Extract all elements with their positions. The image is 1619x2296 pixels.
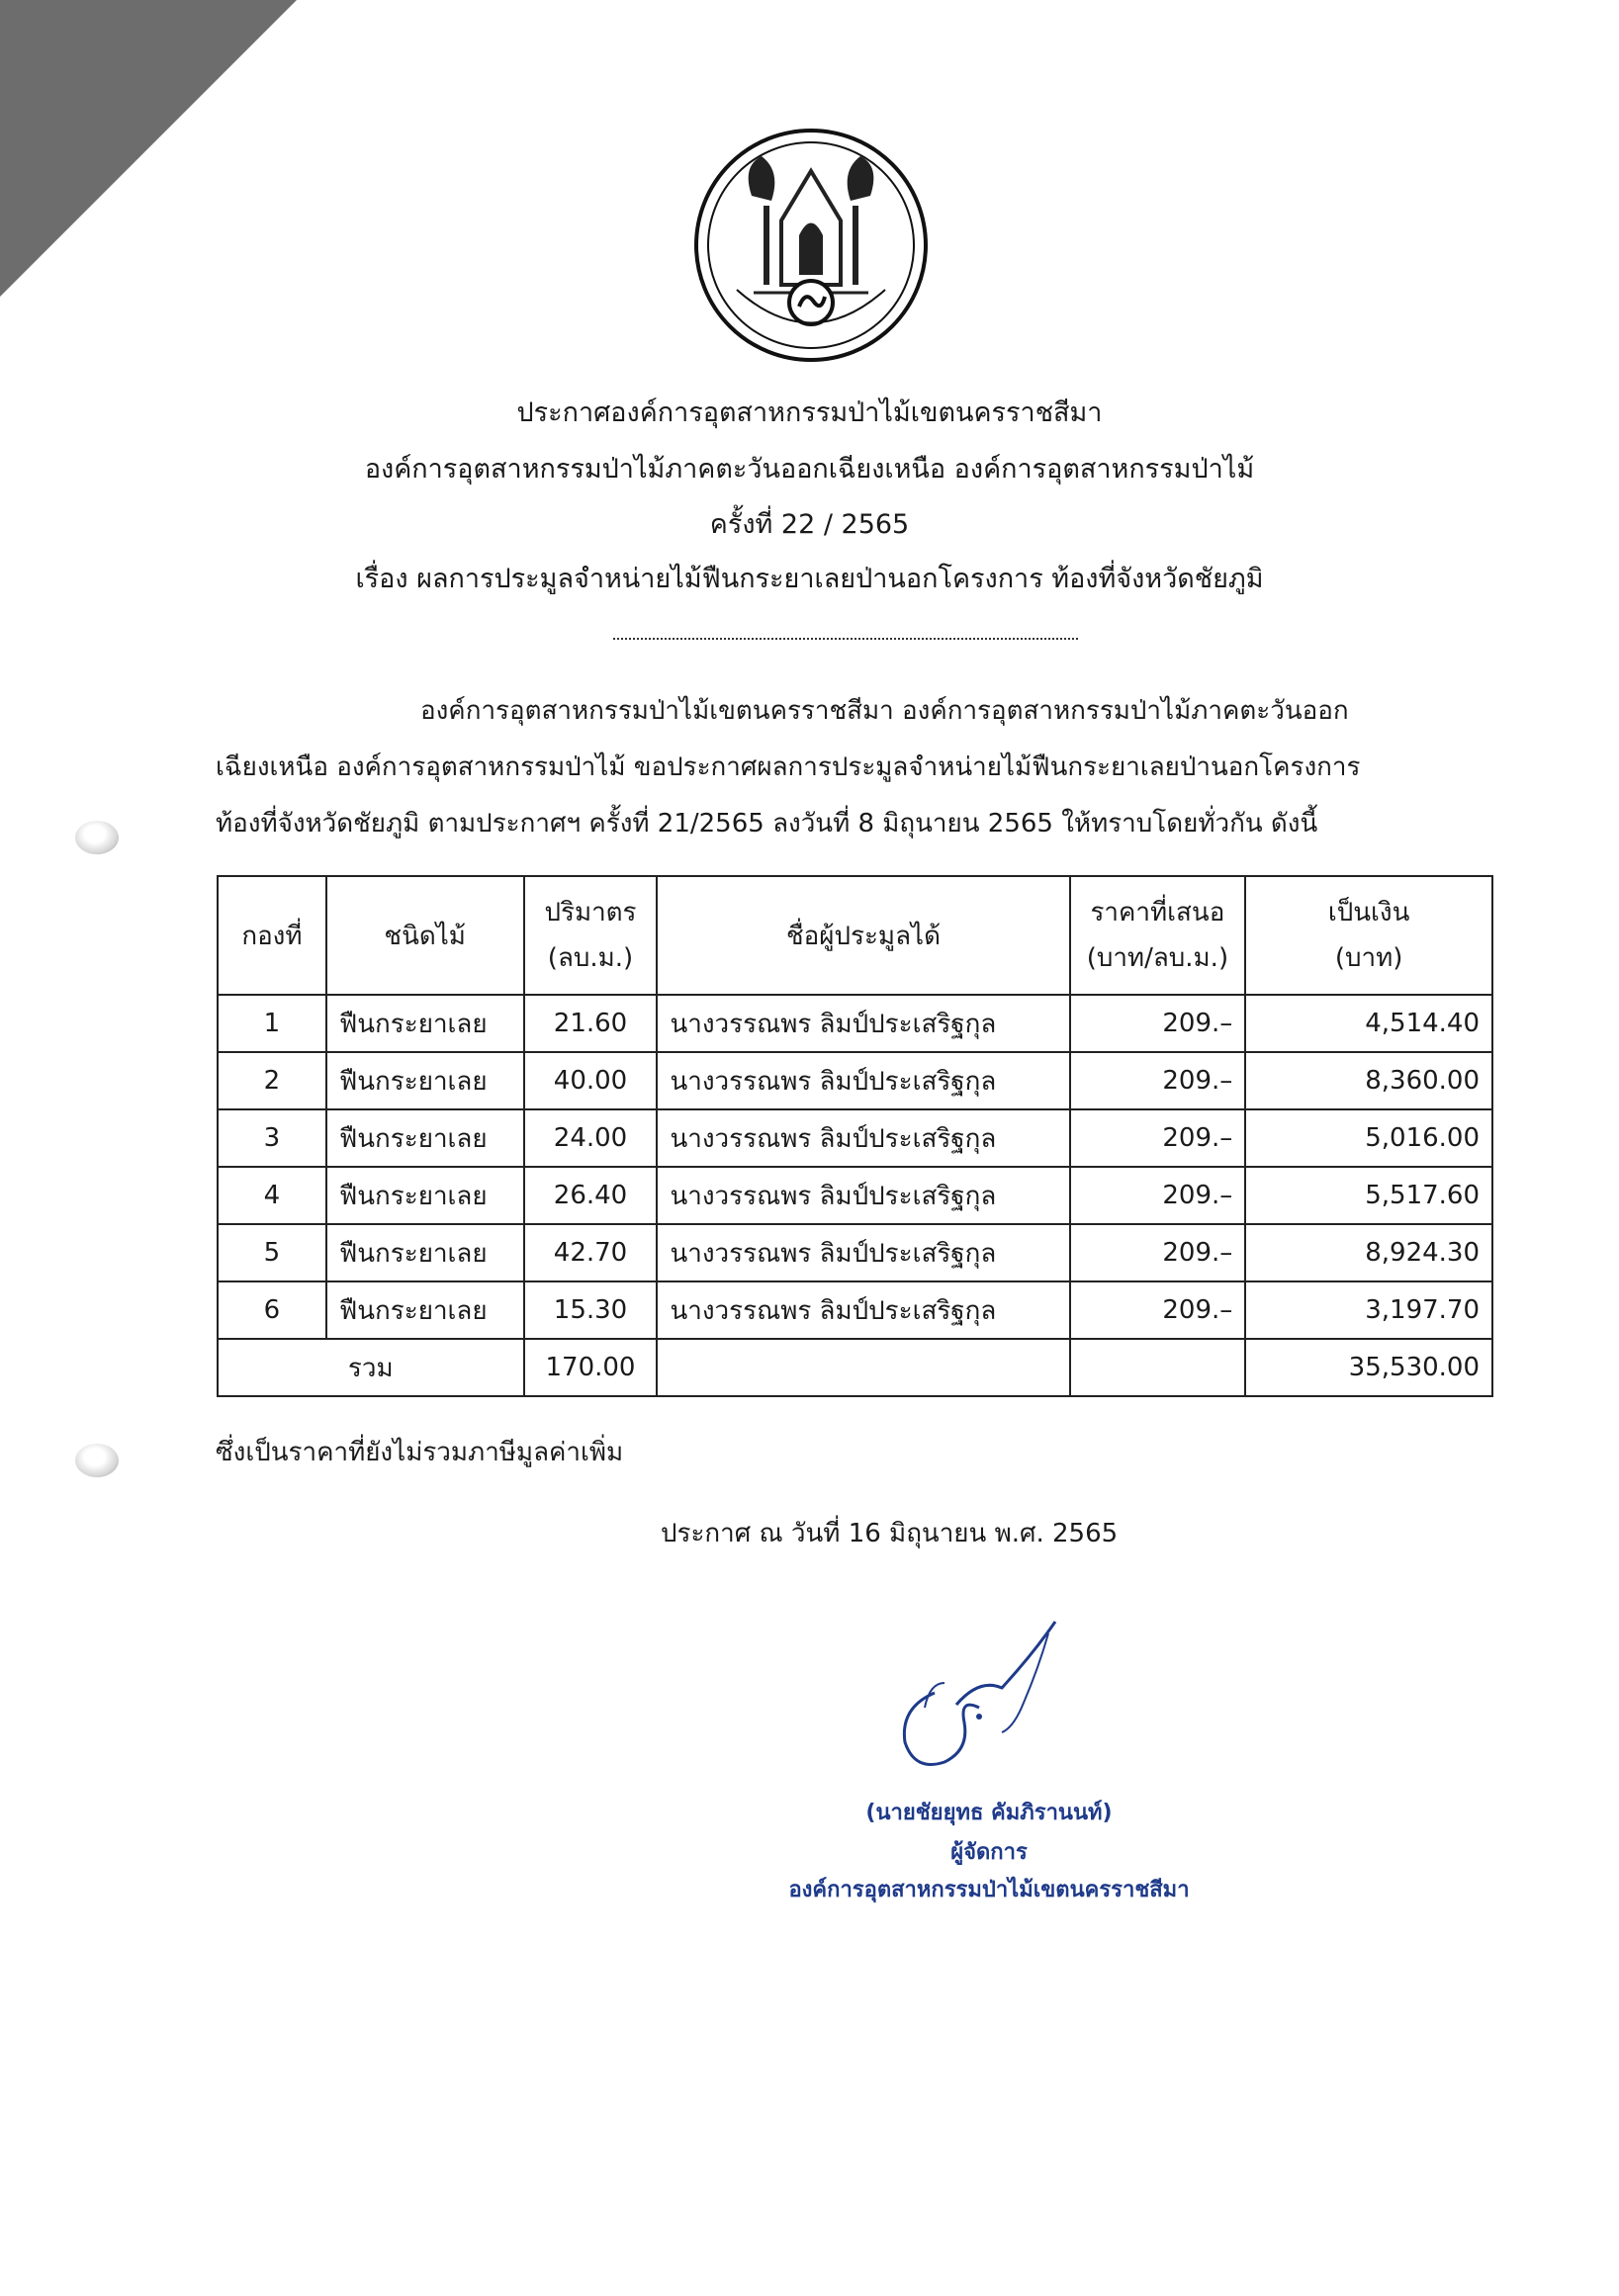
auction-results-table (217, 875, 1493, 1397)
body-line-2: เฉียงเหนือ องค์การอุตสาหกรรมป่าไม้ ขอประกาศผลการประมูลจำหน่ายไม้ฟืนกระยาเลยป่านอกโครงการ (216, 752, 1361, 782)
handwritten-signature (885, 1614, 1083, 1777)
announcement-subject: เรื่อง ผลการประมูลจำหน่ายไม้ฟืนกระยาเลยป่านอกโครงการ ท้องที่จังหวัดชัยภูมิ (355, 564, 1264, 594)
cell-lot: 3 (218, 1109, 326, 1167)
cell-species: ฟืนกระยาเลย (326, 1281, 524, 1339)
cell-bidder: นางวรรณพร ลิมป์ประเสริฐกุล (657, 1167, 1069, 1224)
cell-lot: 4 (218, 1167, 326, 1224)
vat-note: ซึ่งเป็นราคาที่ยังไม่รวมภาษีมูลค่าเพิ่ม (216, 1438, 624, 1467)
total-volume: 170.00 (524, 1339, 658, 1396)
cell-price: 209.– (1070, 1109, 1246, 1167)
signer-name: (นายชัยยุทธ คัมภิรานนท์) (865, 1801, 1113, 1825)
announcement-date: ประกาศ ณ วันที่ 16 มิถุนายน พ.ศ. 2565 (661, 1519, 1119, 1548)
cell-amount: 8,924.30 (1245, 1224, 1492, 1281)
total-amount: 35,530.00 (1245, 1339, 1492, 1396)
total-empty-cell (1070, 1339, 1246, 1396)
cell-lot: 5 (218, 1224, 326, 1281)
table-row (218, 995, 1492, 1052)
cell-volume: 15.30 (524, 1281, 658, 1339)
cell-price: 209.– (1070, 995, 1246, 1052)
table-row (218, 1281, 1492, 1339)
cell-species: ฟืนกระยาเลย (326, 1109, 524, 1167)
announcement-title: ประกาศองค์การอุตสาหกรรมป่าไม้เขตนครราชสีมา (516, 397, 1103, 428)
cell-amount: 5,016.00 (1245, 1109, 1492, 1167)
table-row (218, 1224, 1492, 1281)
cell-species: ฟืนกระยาเลย (326, 995, 524, 1052)
header-species: ชนิดไม้ (326, 876, 524, 995)
cell-price: 209.– (1070, 1281, 1246, 1339)
body-line-3: ท้องที่จังหวัดชัยภูมิ ตามประกาศฯ ครั้งที่ 21/2565 ลงวันที่ 8 มิถุนายน 2565 ให้ทราบโดยทั่วกัน ดังนี้ (216, 809, 1318, 839)
cell-amount: 3,197.70 (1245, 1281, 1492, 1339)
cell-species: ฟืนกระยาเลย (326, 1167, 524, 1224)
announcement-organization: องค์การอุตสาหกรรมป่าไม้ภาคตะวันออกเฉียงเหนือ องค์การอุตสาหกรรมป่าไม้ (364, 454, 1255, 485)
punch-hole-top (75, 821, 119, 854)
total-label: รวม (218, 1339, 524, 1396)
cell-amount: 4,514.40 (1245, 995, 1492, 1052)
cell-species: ฟืนกระยาเลย (326, 1052, 524, 1109)
cell-volume: 21.60 (524, 995, 658, 1052)
header-amount: เป็นเงิน (บาท) (1245, 876, 1492, 995)
cell-amount: 8,360.00 (1245, 1052, 1492, 1109)
table-total-row (218, 1339, 1492, 1396)
cell-bidder: นางวรรณพร ลิมป์ประเสริฐกุล (657, 1109, 1069, 1167)
cell-lot: 1 (218, 995, 326, 1052)
signer-title: ผู้จัดการ (950, 1840, 1028, 1865)
table-row (218, 1052, 1492, 1109)
cell-bidder: นางวรรณพร ลิมป์ประเสริฐกุล (657, 1281, 1069, 1339)
header-price: ราคาที่เสนอ (บาท/ลบ.ม.) (1070, 876, 1246, 995)
signer-organization: องค์การอุตสาหกรรมป่าไม้เขตนครราชสีมา (788, 1878, 1190, 1902)
dotted-separator (613, 638, 1078, 640)
header-bidder: ชื่อผู้ประมูลได้ (657, 876, 1069, 995)
table-row (218, 1167, 1492, 1224)
cell-volume: 26.40 (524, 1167, 658, 1224)
cell-volume: 42.70 (524, 1224, 658, 1281)
cell-price: 209.– (1070, 1224, 1246, 1281)
cell-amount: 5,517.60 (1245, 1167, 1492, 1224)
header-lot: กองที่ (218, 876, 326, 995)
cell-bidder: นางวรรณพร ลิมป์ประเสริฐกุล (657, 1052, 1069, 1109)
cell-price: 209.– (1070, 1167, 1246, 1224)
total-empty-cell (657, 1339, 1069, 1396)
cell-bidder: นางวรรณพร ลิมป์ประเสริฐกุล (657, 995, 1069, 1052)
cell-lot: 6 (218, 1281, 326, 1339)
table-row (218, 1109, 1492, 1167)
table-header-row (218, 876, 1492, 995)
cell-price: 209.– (1070, 1052, 1246, 1109)
organization-seal-logo (692, 127, 930, 364)
cell-species: ฟืนกระยาเลย (326, 1224, 524, 1281)
announcement-issue-number: ครั้งที่ 22 / 2565 (709, 509, 910, 540)
folded-corner (0, 0, 297, 297)
body-line-1: องค์การอุตสาหกรรมป่าไม้เขตนครราชสีมา องค์การอุตสาหกรรมป่าไม้ภาคตะวันออก (420, 696, 1349, 726)
cell-volume: 24.00 (524, 1109, 658, 1167)
cell-bidder: นางวรรณพร ลิมป์ประเสริฐกุล (657, 1224, 1069, 1281)
punch-hole-bottom (75, 1444, 119, 1477)
cell-lot: 2 (218, 1052, 326, 1109)
cell-volume: 40.00 (524, 1052, 658, 1109)
header-volume: ปริมาตร (ลบ.ม.) (524, 876, 658, 995)
